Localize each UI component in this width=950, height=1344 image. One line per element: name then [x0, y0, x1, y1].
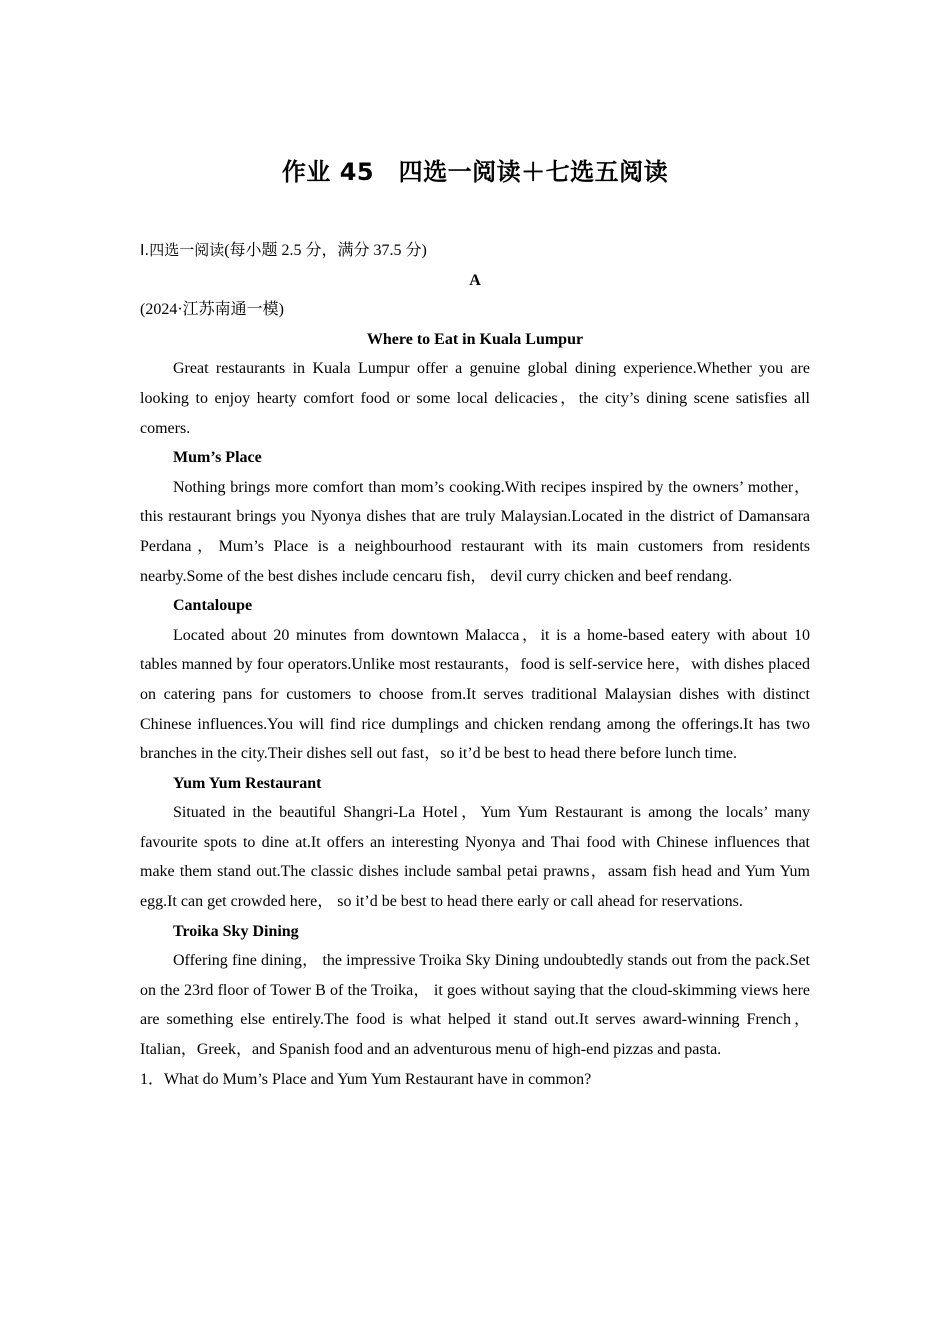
passage-label: A: [469, 271, 481, 289]
restaurant-text-yum-yum: Situated in the beautiful Shangri-La Hotel，Yum Yum Restaurant is among the locals’ many favourite spots to dine at.It offers an interesting Nyonya and Thai food with Chinese influences that make them stand out.The classic dishes include sambal petai prawns，assam fish head and Yum Yum egg.It can get crowded here， so it’d be best to head there early or call ahead for reservations.: [140, 804, 810, 911]
restaurant-heading-mums-place: Mum’s Place: [173, 449, 262, 467]
restaurant-heading-cantaloupe: Cantaloupe: [173, 597, 253, 615]
section-heading-note: (每小题 2.5 分，满分 37.5 分): [224, 242, 427, 259]
section-heading-label: Ⅰ.四选一阅读: [140, 241, 225, 259]
restaurant-heading-troika: Troika Sky Dining: [173, 922, 299, 940]
passage-title: Where to Eat in Kuala Lumpur: [366, 330, 584, 348]
restaurant-text-cantaloupe: Located about 20 minutes from downtown Malacca，it is a home-based eatery with about 10 tables manned by four operators.Unlike most restaurants，food is self-service here，with dishes placed on catering pans for customers to choose from.It serves traditional Malaysian dishes with distinct Chinese influences.You will find rice dumplings and chicken rendang among the offerings.It has two branches in the city.Their dishes sell out fast，so it’d be best to head there before lunch time.: [140, 626, 810, 763]
question-1: 1．What do Mum’s Place and Yum Yum Restaurant have in common?: [140, 1070, 592, 1088]
restaurant-heading-yum-yum: Yum Yum Restaurant: [173, 774, 322, 792]
restaurant-text-mums-place: Nothing brings more comfort than mom’s cooking.With recipes inspired by the owners’ mother，this restaurant brings you Nyonya dishes that are truly Malaysian.Located in the district of Damansara Perdana，Mum’s Place is a neighbourhood restaurant with its main customers from residents nearby.Some of the best dishes include cencaru fish， devil curry chicken and beef rendang.: [140, 478, 811, 585]
intro-paragraph: Great restaurants in Kuala Lumpur offer a genuine global dining experience.Whether you are looking to enjoy hearty comfort food or some local delicacies，the city’s dining scene satisfies all comers.: [140, 360, 810, 437]
page-title: 作业 45 四选一阅读＋七选五阅读: [281, 158, 669, 186]
section-heading: [140, 236, 810, 266]
passage-source: (2024·江苏南通一模): [140, 301, 284, 319]
restaurant-text-troika: Offering fine dining， the impressive Troika Sky Dining undoubtedly stands out from the pack.Set on the 23rd floor of Tower B of the Troika， it goes without saying that the cloud-skimming views here are something else entirely.The food is what helped it stand out.It serves award-winning French，Italian，Greek，and Spanish food and an adventurous menu of high-end pizzas and pasta.: [140, 952, 810, 1059]
document-body: [140, 236, 810, 1094]
